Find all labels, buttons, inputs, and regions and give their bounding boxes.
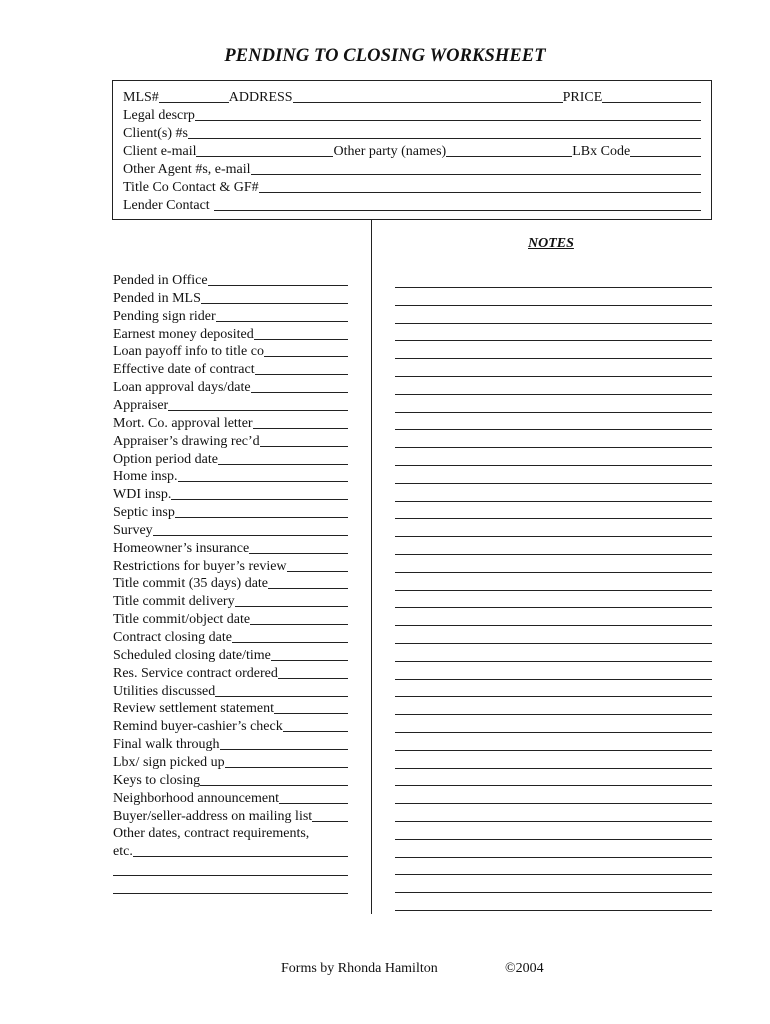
notes-line[interactable] bbox=[395, 483, 712, 484]
checklist-item-label: Pended in MLS bbox=[113, 290, 201, 306]
checklist-item bbox=[113, 734, 348, 752]
checklist-item bbox=[113, 573, 348, 591]
notes-line[interactable] bbox=[395, 839, 712, 840]
lender-label: Lender Contact bbox=[123, 198, 210, 213]
title-co-row bbox=[123, 177, 701, 195]
notes-heading: NOTES bbox=[528, 236, 574, 251]
checklist-item bbox=[113, 681, 348, 699]
checklist-item-label: Restrictions for buyer’s review bbox=[113, 558, 287, 574]
checklist-item-label: Utilities discussed bbox=[113, 683, 216, 699]
checklist-item-field[interactable] bbox=[171, 499, 348, 500]
notes-line[interactable] bbox=[395, 340, 712, 341]
checklist-item-field[interactable] bbox=[200, 785, 348, 786]
notes-line[interactable] bbox=[395, 910, 712, 911]
checklist-item-field[interactable] bbox=[220, 749, 348, 750]
checklist-item-label: Loan approval days/date bbox=[113, 380, 251, 396]
notes-line[interactable] bbox=[395, 518, 712, 519]
client-email-label: Client e-mail bbox=[123, 144, 197, 159]
checklist-item-field[interactable] bbox=[312, 821, 348, 822]
notes-line[interactable] bbox=[395, 607, 712, 608]
checklist-item-field[interactable] bbox=[278, 678, 348, 679]
checklist-item bbox=[113, 663, 348, 681]
clients-field[interactable] bbox=[188, 138, 701, 139]
checklist-item-label: Contract closing date bbox=[113, 630, 232, 645]
checklist-item bbox=[113, 395, 348, 413]
notes-line[interactable] bbox=[395, 857, 712, 858]
other-dates-field[interactable] bbox=[133, 856, 348, 857]
checklist-item-field[interactable] bbox=[260, 446, 348, 447]
notes-line[interactable] bbox=[395, 892, 712, 893]
checklist-item-field[interactable] bbox=[175, 517, 348, 518]
checklist-item-label: Homeowner’s insurance bbox=[113, 540, 250, 556]
checklist-item bbox=[113, 341, 348, 359]
address-label: ADDRESS bbox=[228, 90, 293, 105]
clients-row bbox=[123, 123, 701, 141]
other-agent-row bbox=[123, 159, 701, 177]
checklist-item bbox=[113, 770, 348, 788]
notes-line[interactable] bbox=[395, 679, 712, 680]
checklist-item-field[interactable] bbox=[218, 464, 348, 465]
notes-line[interactable] bbox=[395, 447, 712, 448]
checklist-item-label: Remind buyer-cashier’s check bbox=[113, 719, 283, 735]
checklist-item-field[interactable] bbox=[274, 713, 348, 714]
mls-field[interactable] bbox=[159, 102, 229, 103]
checklist-item-field[interactable] bbox=[232, 642, 348, 643]
notes-line[interactable] bbox=[395, 732, 712, 733]
lbx-code-label: LBx Code bbox=[572, 144, 631, 159]
column-divider bbox=[371, 220, 372, 914]
checklist-item-label: Home insp. bbox=[113, 469, 178, 485]
notes-line[interactable] bbox=[395, 394, 712, 395]
checklist-item bbox=[113, 591, 348, 609]
checklist-item-label: Pended in Office bbox=[113, 273, 208, 288]
notes-line[interactable] bbox=[395, 625, 712, 626]
legal-field[interactable] bbox=[195, 120, 701, 121]
legal-row bbox=[123, 105, 701, 123]
mls-label: MLS# bbox=[123, 90, 159, 105]
footer-copyright: ©2004 bbox=[505, 961, 544, 976]
checklist-item bbox=[113, 538, 348, 556]
checklist-item-label: Appraiser bbox=[113, 397, 169, 413]
notes-line[interactable] bbox=[395, 429, 712, 430]
checklist-item bbox=[113, 306, 348, 324]
price-label: PRICE bbox=[562, 90, 603, 105]
price-field[interactable] bbox=[602, 102, 701, 103]
notes-line[interactable] bbox=[395, 590, 712, 591]
blank-line[interactable] bbox=[113, 893, 348, 894]
checklist-item bbox=[113, 716, 348, 734]
other-agent-label: Other Agent #s, e-mail bbox=[123, 162, 251, 177]
lbx-code-field[interactable] bbox=[630, 156, 701, 157]
checklist-item-label: Neighborhood announcement bbox=[113, 790, 280, 806]
checklist-item-field[interactable] bbox=[268, 588, 348, 589]
checklist-item bbox=[113, 449, 348, 467]
mls-address-price-row bbox=[123, 87, 701, 105]
checklist-item-label: Effective date of contract bbox=[113, 362, 255, 378]
checklist-item bbox=[113, 270, 348, 288]
notes-line[interactable] bbox=[395, 803, 712, 804]
notes-line[interactable] bbox=[395, 465, 712, 466]
checklist-item-field[interactable] bbox=[168, 410, 348, 411]
checklist-item bbox=[113, 324, 348, 342]
checklist-item bbox=[113, 627, 348, 645]
checklist-item-field[interactable] bbox=[253, 428, 348, 429]
notes-line[interactable] bbox=[395, 376, 712, 377]
notes-line[interactable] bbox=[395, 287, 712, 288]
checklist-item bbox=[113, 806, 348, 824]
checklist-item bbox=[113, 466, 348, 484]
checklist-item bbox=[113, 698, 348, 716]
checklist-item bbox=[113, 556, 348, 574]
title-co-label: Title Co Contact & GF# bbox=[123, 180, 259, 195]
other-dates-row bbox=[113, 841, 348, 859]
checklist-item-field[interactable] bbox=[225, 767, 348, 768]
checklist-item-label: Title commit (35 days) date bbox=[113, 576, 269, 592]
checklist-item-field[interactable] bbox=[279, 803, 348, 804]
notes-line[interactable] bbox=[395, 643, 712, 644]
checklist-item-field[interactable] bbox=[251, 392, 348, 393]
checklist-item-field[interactable] bbox=[178, 481, 348, 482]
checklist-item bbox=[113, 645, 348, 663]
notes-line[interactable] bbox=[395, 572, 712, 573]
checklist-item-label: Review settlement statement bbox=[113, 701, 274, 717]
lender-field[interactable] bbox=[214, 210, 701, 211]
worksheet-title: PENDING TO CLOSING WORKSHEET bbox=[224, 46, 546, 66]
checklist-item-field[interactable] bbox=[201, 303, 348, 304]
checklist-item-field[interactable] bbox=[250, 624, 348, 625]
notes-line[interactable] bbox=[395, 696, 712, 697]
client-email-field[interactable] bbox=[196, 156, 333, 157]
checklist-item-field[interactable] bbox=[235, 606, 348, 607]
checklist-item bbox=[113, 377, 348, 395]
legal-label: Legal descrp bbox=[123, 108, 195, 123]
lender-row bbox=[123, 195, 701, 213]
client-email-row bbox=[123, 141, 701, 159]
blank-line[interactable] bbox=[113, 875, 348, 876]
checklist-item-label: Title commit delivery bbox=[113, 594, 235, 610]
notes-line[interactable] bbox=[395, 412, 712, 413]
checklist-item-field[interactable] bbox=[264, 356, 348, 357]
checklist-item-label: Mort. Co. approval letter bbox=[113, 415, 253, 431]
checklist-item-field[interactable] bbox=[254, 339, 348, 340]
checklist-item bbox=[113, 788, 348, 806]
checklist-item-label: Buyer/seller-address on mailing list bbox=[113, 808, 313, 824]
footer-credit: Forms by Rhonda Hamilton bbox=[281, 961, 438, 976]
notes-line[interactable] bbox=[395, 821, 712, 822]
checklist-item-label: Scheduled closing date/time bbox=[113, 647, 271, 663]
address-field[interactable] bbox=[293, 102, 563, 103]
checklist-item bbox=[113, 609, 348, 627]
notes-line[interactable] bbox=[395, 874, 712, 875]
notes-line[interactable] bbox=[395, 323, 712, 324]
checklist-item-field[interactable] bbox=[271, 660, 348, 661]
checklist-item bbox=[113, 288, 348, 306]
checklist-item bbox=[113, 502, 348, 520]
checklist-item-label: Res. Service contract ordered bbox=[113, 665, 278, 681]
checklist-item-label: Final walk through bbox=[113, 737, 220, 753]
checklist-item-label: Option period date bbox=[113, 451, 218, 467]
checklist-item-label: Keys to closing bbox=[113, 772, 201, 788]
checklist-item-field[interactable] bbox=[208, 285, 348, 286]
notes-line[interactable] bbox=[395, 750, 712, 751]
notes-line[interactable] bbox=[395, 554, 712, 555]
notes-line[interactable] bbox=[395, 501, 712, 502]
checklist-item bbox=[113, 752, 348, 770]
checklist-item-field[interactable] bbox=[249, 553, 348, 554]
checklist-item-label: Septic insp bbox=[113, 505, 175, 521]
other-dates-text: Other dates, contract requirements, bbox=[113, 826, 310, 842]
checklist-item bbox=[113, 413, 348, 431]
checklist-item-field[interactable] bbox=[153, 535, 348, 536]
title-co-field[interactable] bbox=[259, 192, 701, 193]
checklist-item-field[interactable] bbox=[287, 571, 348, 572]
notes-line[interactable] bbox=[395, 358, 712, 359]
checklist-item-field[interactable] bbox=[215, 696, 348, 697]
checklist-item-field[interactable] bbox=[283, 731, 348, 732]
checklist-item-label: WDI insp. bbox=[113, 487, 172, 503]
checklist-item-label: Appraiser’s drawing rec’d bbox=[113, 433, 260, 449]
other-dates-label bbox=[113, 823, 348, 841]
checklist-item-label: Loan payoff info to title co bbox=[113, 344, 264, 360]
other-agent-field[interactable] bbox=[251, 174, 701, 175]
checklist-item bbox=[113, 520, 348, 538]
other-party-label: Other party (names) bbox=[333, 144, 447, 159]
checklist-item-label: Pending sign rider bbox=[113, 308, 216, 324]
notes-line[interactable] bbox=[395, 536, 712, 537]
notes-line[interactable] bbox=[395, 714, 712, 715]
notes-line[interactable] bbox=[395, 785, 712, 786]
etc-label: etc. bbox=[113, 844, 133, 860]
checklist-item-label: Title commit/object date bbox=[113, 612, 251, 628]
checklist-item-field[interactable] bbox=[255, 374, 348, 375]
checklist-item-label: Lbx/ sign picked up bbox=[113, 754, 225, 770]
checklist-item bbox=[113, 484, 348, 502]
checklist-item bbox=[113, 359, 348, 377]
header-info-box bbox=[112, 80, 712, 220]
other-party-field[interactable] bbox=[446, 156, 572, 157]
notes-line[interactable] bbox=[395, 305, 712, 306]
notes-line[interactable] bbox=[395, 661, 712, 662]
notes-line[interactable] bbox=[395, 768, 712, 769]
checklist-item-field[interactable] bbox=[216, 321, 348, 322]
checklist-item-label: Earnest money deposited bbox=[113, 326, 254, 342]
clients-label: Client(s) #s bbox=[123, 126, 188, 141]
checklist-item bbox=[113, 431, 348, 449]
checklist-item-label: Survey bbox=[113, 522, 153, 538]
